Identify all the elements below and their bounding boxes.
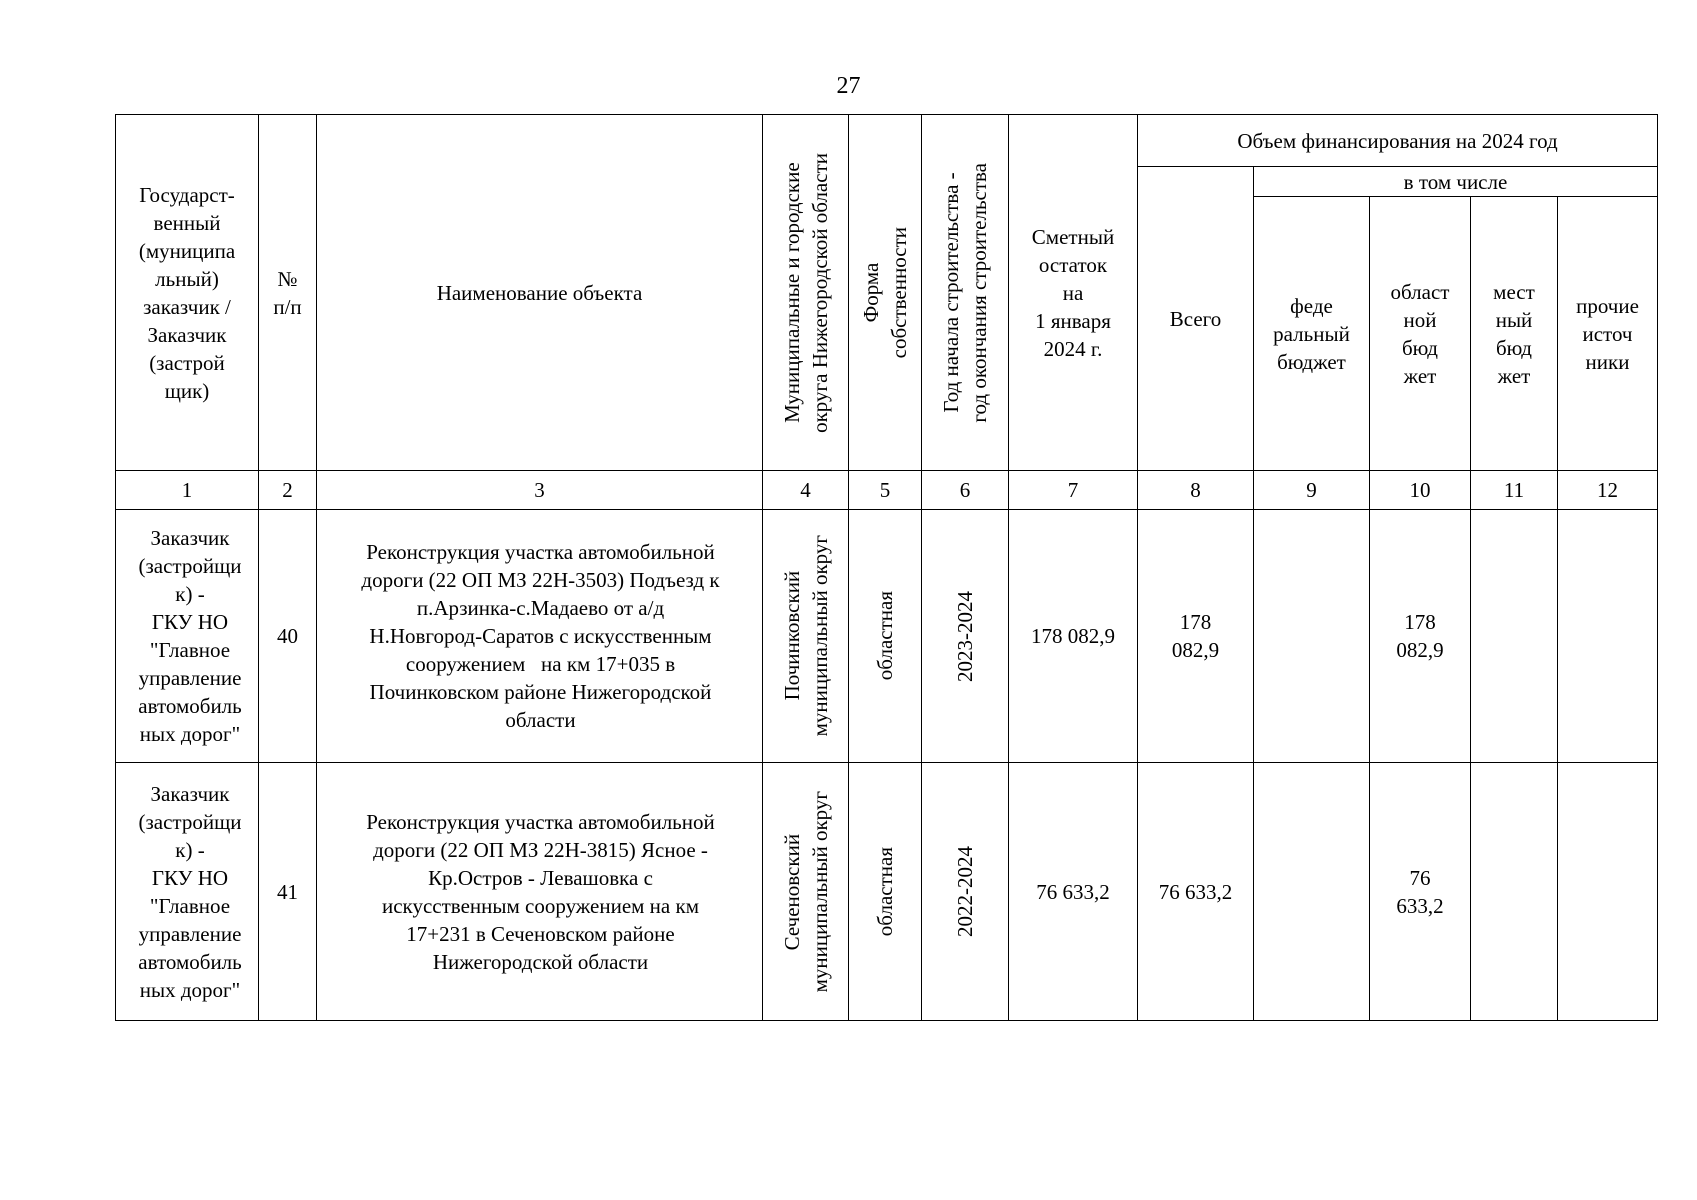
column-number: 3 — [317, 471, 763, 510]
district-cell: Починковский муниципальный округ — [763, 510, 849, 763]
column-number: 2 — [259, 471, 317, 510]
customer-cell: Заказчик (застройщи к) - ГКУ НО "Главное управление автомобиль ных дорог" — [116, 510, 259, 763]
years-cell: 2022-2024 — [922, 763, 1009, 1021]
column-number: 6 — [922, 471, 1009, 510]
total-cell: 76 633,2 — [1138, 763, 1254, 1021]
table-row — [116, 510, 1658, 763]
object-name-cell: Реконструкция участка автомобильной дороги (22 ОП МЗ 22Н-3503) Подъезд к п.Арзинка-с.Мадаево от а/д Н.Новгород-Саратов с искусственным сооружением на км 17+035 в Починковском районе Нижегородской области — [317, 510, 763, 763]
federal-cell — [1254, 510, 1370, 763]
header-including: в том числе — [1254, 167, 1658, 197]
other-cell — [1558, 510, 1658, 763]
years-cell: 2023-2024 — [922, 510, 1009, 763]
ownership-cell: областная — [849, 510, 922, 763]
row-number-cell: 41 — [259, 763, 317, 1021]
column-number: 4 — [763, 471, 849, 510]
column-number: 12 — [1558, 471, 1658, 510]
header-funding-title: Объем финансирования на 2024 год — [1138, 115, 1658, 167]
column-number: 5 — [849, 471, 922, 510]
header-total: Всего — [1138, 167, 1254, 471]
object-name-cell: Реконструкция участка автомобильной дороги (22 ОП МЗ 22Н-3815) Ясное - Кр.Остров - Левашовка с искусственным сооружением на км 17+231 в Сеченовском районе Нижегородской области — [317, 763, 763, 1021]
column-number: 10 — [1370, 471, 1471, 510]
header-customer-text: Государст- венный (муниципа льный) заказчик / Заказчик (застрой щик) — [138, 182, 236, 403]
header-other: прочие источ ники — [1558, 197, 1658, 471]
row-number-cell: 40 — [259, 510, 317, 763]
district-cell: Сеченовский муниципальный округ — [763, 763, 849, 1021]
column-number: 11 — [1471, 471, 1558, 510]
header-object-name: Наименование объекта — [317, 115, 763, 471]
ownership-cell: областная — [849, 763, 922, 1021]
header-remaining: Сметный остаток на 1 января 2024 г. — [1009, 115, 1138, 471]
remaining-cell: 178 082,9 — [1009, 510, 1138, 763]
other-cell — [1558, 763, 1658, 1021]
header-district: Муниципальные и городские округа Нижегородской области — [763, 115, 849, 471]
table-row — [116, 763, 1658, 1021]
page-number: 27 — [836, 73, 861, 99]
column-numbers-row — [116, 471, 1658, 510]
regional-cell: 76 633,2 — [1370, 763, 1471, 1021]
column-number: 9 — [1254, 471, 1370, 510]
customer-cell: Заказчик (застройщи к) - ГКУ НО "Главное управление автомобиль ных дорог" — [116, 763, 259, 1021]
local-cell — [1471, 510, 1558, 763]
federal-cell — [1254, 763, 1370, 1021]
regional-cell: 178 082,9 — [1370, 510, 1471, 763]
header-local: мест ный бюд жет — [1471, 197, 1558, 471]
total-cell: 178 082,9 — [1138, 510, 1254, 763]
header-regional: област ной бюд жет — [1370, 197, 1471, 471]
column-number: 7 — [1009, 471, 1138, 510]
local-cell — [1471, 763, 1558, 1021]
header-federal: феде ральный бюджет — [1254, 197, 1370, 471]
investment-table — [115, 114, 1658, 1021]
header-customer — [116, 115, 259, 471]
header-years: Год начала строительства - год окончания строительства — [922, 115, 1009, 471]
column-number: 8 — [1138, 471, 1254, 510]
column-number: 1 — [116, 471, 259, 510]
remaining-cell: 76 633,2 — [1009, 763, 1138, 1021]
header-ownership: Форма собственности — [849, 115, 922, 471]
header-number: № п/п — [259, 115, 317, 471]
